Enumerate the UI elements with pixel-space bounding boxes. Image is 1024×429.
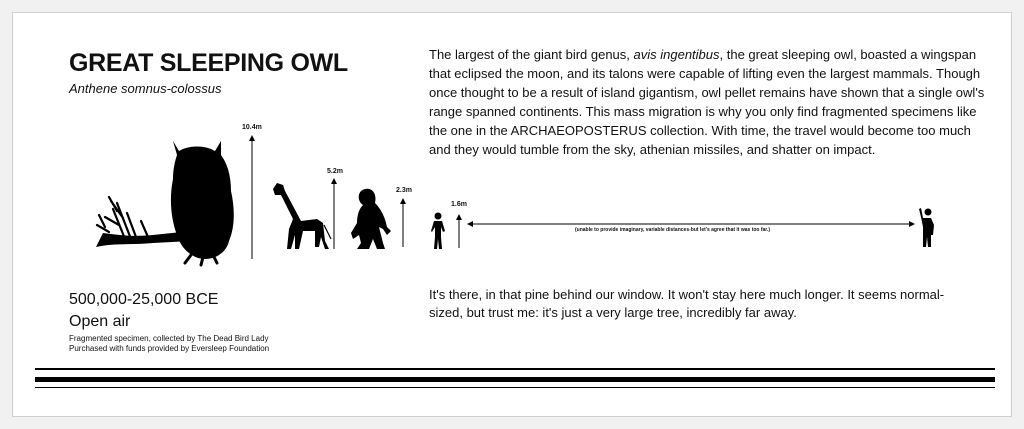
quote-paragraph: It's there, in that pine behind our window. It won't stay here much longer. It seems normal-sized, but trust me: it's just a very large tree, incredibly far away.	[429, 287, 945, 320]
giraffe-icon	[273, 183, 331, 249]
human-height-arrow	[456, 214, 462, 248]
owl-on-branch-icon	[96, 141, 234, 265]
bigfoot-icon	[351, 189, 391, 249]
distance-note: (unable to provide imaginary, variable distances-but let's agree that it was too far.)	[575, 227, 771, 233]
date-range: 500,000-25,000 BCE	[69, 291, 219, 308]
human-icon	[431, 213, 445, 250]
scientific-name: Anthene somnus-colossus	[69, 81, 222, 96]
giraffe-height-label: 5.2m	[327, 168, 343, 175]
specimen-credit: Fragmented specimen, collected by The Dead Bird Lady	[69, 334, 269, 343]
divider-line-thin	[35, 387, 995, 388]
owl-height-label: 10.4m	[242, 124, 262, 131]
exhibit-label-card	[12, 12, 1012, 417]
description-body: , the great sleeping owl, boasted a wingspan that eclipsed the moon, and its talons were capable of lifting even the largest mammals. Though once thought to be a result of island gigantism, owl pellet remains have shown that a single owl's range spanned continents. This mass migration is why you only find fragmented specimens like the one in the ARCHAEOPOSTERUS collection. With time, the travel would become too much and they would tumble from the sky, athenian missiles, and shatter on impact.	[429, 47, 985, 157]
bigfoot-height-arrow	[400, 198, 406, 247]
genus-name: avis ingentibus	[633, 47, 720, 62]
description-intro: The largest of the giant bird genus,	[429, 47, 634, 62]
divider-line	[35, 368, 995, 370]
location: Open air	[69, 313, 131, 330]
human-waving-icon	[919, 208, 934, 247]
page-title: GREAT SLEEPING OWL	[69, 49, 348, 77]
size-comparison-figure	[13, 13, 1011, 273]
bigfoot-height-label: 2.3m	[396, 187, 412, 194]
giraffe-height-arrow	[331, 178, 337, 249]
divider-line-thick	[35, 377, 995, 382]
owl-height-arrow	[249, 135, 255, 259]
funding-credit: Purchased with funds provided by Eversleep Foundation	[69, 344, 270, 353]
human-height-label: 1.6m	[451, 201, 467, 208]
